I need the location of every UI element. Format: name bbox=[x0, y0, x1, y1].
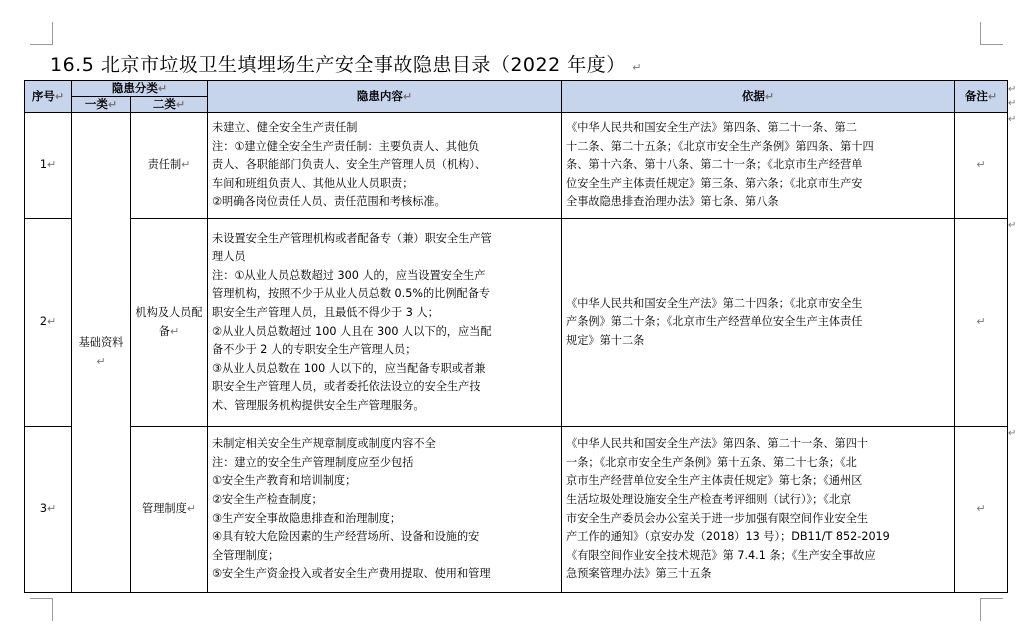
header-basis: 依据↵ bbox=[562, 81, 955, 113]
crop-mark-bottom-right bbox=[980, 598, 1003, 621]
basis-cell: 《中华人民共和国安全生产法》第四条、第二十一条、第四十 一条；《北京市安全生产条例》第十五条、第二十七条；《北 京市生产经营单位安全生产主体责任规定》第七条；《通州区 生活垃圾处理设施安全生产检查考评细则（试行）》；《北京 市安全生产委员会办公室关于进一步加强有限空间作业安全生 产工作的通知》（京安办发（2018）13 号）；DB11/T 852-2019 《有限空间作业安全技术规范》第 7.4.1 条；《生产安全事故应 急预案管理办法》第三十五条 bbox=[562, 427, 955, 593]
crop-mark-bottom-left bbox=[30, 598, 53, 621]
row-end-mark: ↵ bbox=[1008, 84, 1017, 95]
basis-cell: 《中华人民共和国安全生产法》第二十四条；《北京市安全生 产条例》第二十条；《北京市生产经营单位安全生产主体责任 规定》第十二条 bbox=[562, 219, 955, 427]
row-seq: 1↵ bbox=[25, 113, 72, 219]
header-cat1: 一类↵ bbox=[72, 97, 131, 113]
category2-cell: 责任制↵ bbox=[131, 113, 208, 219]
basis-cell: 《中华人民共和国安全生产法》第四条、第二十一条、第二 十二条、第二十五条；《北京市安全生产条例》第四条、第十四 条、第十六条、第十八条、第二十一条；《北京市生产经营单 位安全生产主体责任规定》第三条、第六条；《北京市生产安 全事故隐患排查治理办法》第七条、第八条 bbox=[562, 113, 955, 219]
header-category: 隐患分类↵ bbox=[72, 81, 208, 97]
page-title: 16.5 北京市垃圾卫生填埋场生产安全事故隐患目录（2022 年度） ↵ bbox=[50, 54, 643, 76]
row-end-mark: ↵ bbox=[1008, 114, 1017, 125]
header-cat2: 二类↵ bbox=[131, 97, 208, 113]
header-remark: 备注↵ bbox=[955, 81, 1008, 113]
row-end-mark: ↵ bbox=[1008, 98, 1017, 109]
content-cell: 未设置安全生产管理机构或者配备专（兼）职安全生产管 理人员 注：①从业人员总数超过 300 人的，应当设置安全生产 管理机构，按照不少于从业人员总数 0.5%的比例配备专 职安全生产管理人员，且最低不得少于 3 人； ②从业人员总数超过 100 人且在 300 人以下的，应当配 备不少于 2 人的专职安全生产管理人员； ③从业人员总数在 100 人以下的，应当配备专职或者兼 职安全生产管理人员，或者委托依法设立的安全生产技 术、管理服务机构提供安全生产管理服务。 bbox=[208, 219, 562, 427]
header-content: 隐患内容↵ bbox=[208, 81, 562, 113]
row-end-mark: ↵ bbox=[1008, 428, 1017, 439]
table-row bbox=[25, 219, 1008, 427]
category1-cell: 基础资料↵ bbox=[72, 113, 131, 593]
hazard-table bbox=[24, 80, 1008, 593]
remark-cell: ↵ bbox=[955, 113, 1008, 219]
row-seq: 3↵ bbox=[25, 427, 72, 593]
table-row bbox=[25, 113, 1008, 219]
row-end-mark: ↵ bbox=[1008, 220, 1017, 231]
category2-cell: 管理制度↵ bbox=[131, 427, 208, 593]
remark-cell: ↵ bbox=[955, 427, 1008, 593]
content-cell: 未制定相关安全生产规章制度或制度内容不全 注：建立的安全生产管理制度应至少包括 ①安全生产教育和培训制度； ②安全生产检查制度； ③生产安全事故隐患排查和治理制度； ④具有较大危险因素的生产经营场所、设备和设施的安 全管理制度； ⑤安全生产资金投入或者安全生产费用提取、使用和管理 bbox=[208, 427, 562, 593]
table-row bbox=[25, 427, 1008, 593]
header-seq: 序号↵ bbox=[25, 81, 72, 113]
crop-mark-top-left bbox=[30, 22, 53, 45]
content-cell: 未建立、健全安全生产责任制 注：①建立健全安全生产责任制：主要负责人、其他负 责人、各职能部门负责人、安全生产管理人员（机构）、 车间和班组负责人、其他从业人员职责； ②明确各岗位责任人员、责任范围和考核标准。 bbox=[208, 113, 562, 219]
crop-mark-top-right bbox=[980, 22, 1003, 45]
row-seq: 2↵ bbox=[25, 219, 72, 427]
category2-cell: 机构及人员配备↵ bbox=[131, 219, 208, 427]
remark-cell: ↵ bbox=[955, 219, 1008, 427]
